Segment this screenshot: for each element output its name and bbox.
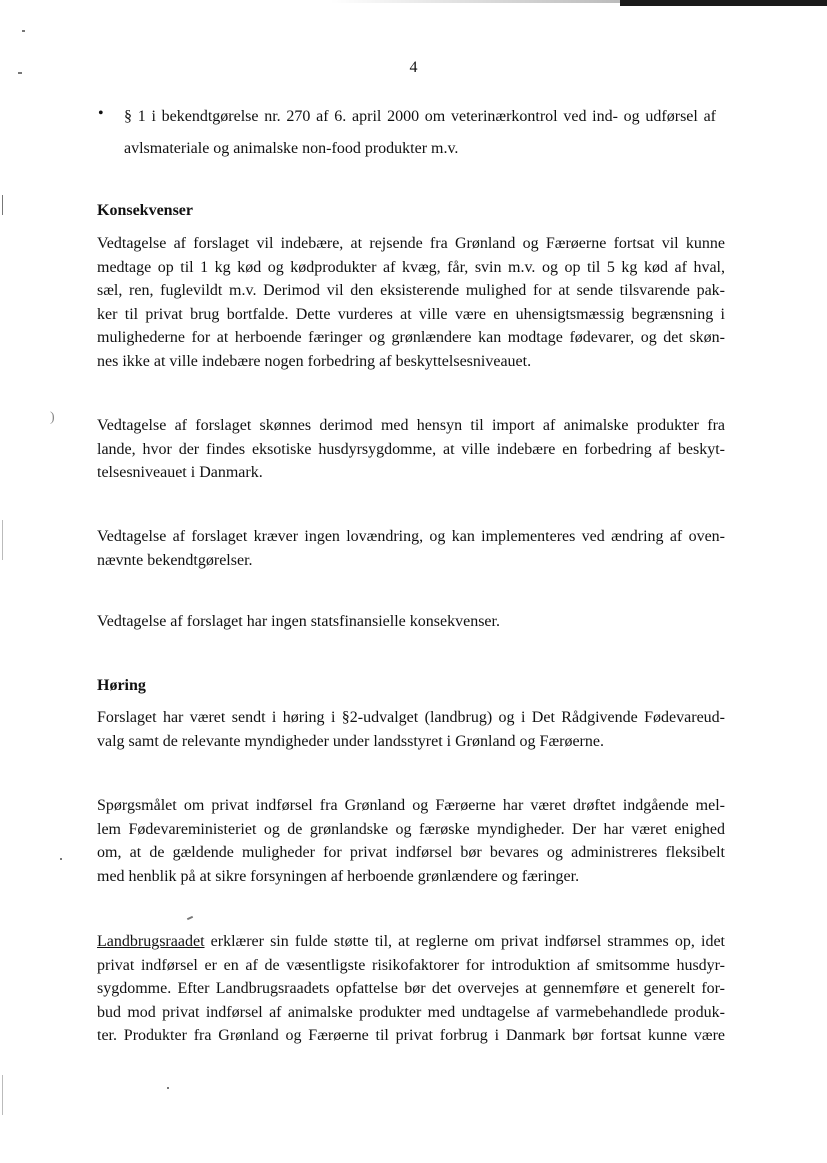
paragraph-line: valg samt de relevante myndigheder under landsstyret i Grønland og Færøerne. bbox=[97, 732, 604, 750]
heading-horing: Høring bbox=[97, 677, 146, 694]
paragraph-horing-3 bbox=[97, 930, 725, 1048]
scan-margin-line bbox=[2, 195, 3, 215]
paragraph-line: nævnte bekendtgørelser. bbox=[97, 551, 253, 569]
paragraph-line: lem Fødevareministeriet og de grønlandske og færøske myndigheder. Der har været enighed bbox=[97, 820, 725, 838]
bullet-icon: • bbox=[98, 105, 104, 122]
paragraph-line: sæl, ren, fuglevildt m.v. Derimod vil den eksisterende mulighed for at sende tilsvarende pak- bbox=[97, 282, 725, 299]
scan-speck bbox=[167, 1087, 169, 1089]
paragraph-line: telsesniveauet i Danmark. bbox=[97, 464, 263, 481]
paragraph-line: lande, hvor der findes eksotiske husdyrsygdomme, at ville indebære en forbedring af beskyt- bbox=[97, 440, 725, 458]
paragraph-line: bud mod privat indførsel af animalske produkter med undtagelse af varmebehandlede produk- bbox=[97, 1003, 725, 1021]
paragraph-horing-2 bbox=[97, 794, 725, 888]
paragraph-line: sygdomme. Efter Landbrugsraadets opfattelse bør det overvejes at gennemføre et generelt for- bbox=[97, 980, 725, 997]
paragraph-line bbox=[97, 930, 725, 954]
scan-speck bbox=[187, 916, 193, 920]
paragraph-konsekvenser-2 bbox=[97, 414, 725, 485]
scan-speck bbox=[60, 858, 62, 860]
paragraph-line: Vedtagelse af forslaget skønnes derimod med hensyn til import af animalske produkter fra bbox=[97, 417, 725, 434]
paragraph-konsekvenser-4 bbox=[97, 610, 725, 634]
paragraph-line: Vedtagelse af forslaget vil indebære, at rejsende fra Grønland og Færøerne fortsat vil kunne bbox=[97, 235, 725, 252]
paragraph-konsekvenser-1 bbox=[97, 232, 725, 373]
scan-edge-artifact bbox=[0, 0, 827, 7]
scan-margin-line bbox=[2, 1075, 3, 1115]
paragraph-line: om, at de gældende muligheder for privat indførsel bør bevares og administreres fleksibelt bbox=[97, 844, 725, 861]
paragraph-line: Vedtagelse af forslaget kræver ingen lovændring, og kan implementeres ved ændring af oven- bbox=[97, 528, 725, 545]
scan-edge-bar bbox=[620, 0, 827, 6]
paragraph-line: ker til privat brug bortfalde. Dette vurderes at ville være en uhensigtsmæssig begrænsning i bbox=[97, 305, 725, 323]
paragraph-line: medtage op til 1 kg kød og kødprodukter af kvæg, får, svin m.v. og op til 5 kg kød af hval, bbox=[97, 258, 725, 276]
paragraph-line: privat indførsel er en af de væsentligste risikofaktorer for introduktion af smitsomme husdyr- bbox=[97, 956, 725, 974]
paragraph-line: med henblik på at sikre forsyningen af herboende grønlændere og færinger. bbox=[97, 867, 580, 885]
paragraph-line: mulighederne for at herboende færinger og grønlændere kan modtage fødevarer, og det skøn- bbox=[97, 329, 725, 346]
bullet-line: § 1 i bekendtgørelse nr. 270 af 6. april 2000 om veterinærkontrol ved ind- og udførsel af bbox=[124, 108, 716, 125]
scan-speck bbox=[22, 30, 25, 32]
underlined-term: Landbrugsraadet bbox=[97, 933, 205, 950]
paragraph-line-rest: erklærer sin fulde støtte til, at reglerne om privat indførsel strammes op, idet bbox=[204, 933, 725, 950]
heading-konsekvenser: Konsekvenser bbox=[97, 202, 193, 219]
scan-margin-line bbox=[2, 520, 3, 560]
scan-bracket-artifact: ) bbox=[50, 410, 55, 425]
page-number: 4 bbox=[409, 59, 418, 76]
paragraph-line: ter. Produkter fra Grønland og Færøerne til privat forbrug i Danmark bør fortsat kunne være bbox=[97, 1027, 725, 1044]
bullet-line: avlsmateriale og animalske non-food produkter m.v. bbox=[124, 140, 459, 157]
paragraph-konsekvenser-3 bbox=[97, 525, 725, 572]
paragraph-horing-1 bbox=[97, 706, 725, 753]
paragraph-line: nes ikke at ville indebære nogen forbedring af beskyttelsesniveauet. bbox=[97, 352, 532, 370]
paragraph-line: Vedtagelse af forslaget har ingen statsfinansielle konsekvenser. bbox=[97, 613, 500, 630]
paragraph-line: Spørgsmålet om privat indførsel fra Grønland og Færøerne har været drøftet indgående mel- bbox=[97, 797, 725, 814]
paragraph-line: Forslaget har været sendt i høring i §2-udvalget (landbrug) og i Det Rådgivende Fødevareud- bbox=[97, 709, 725, 726]
bullet-item bbox=[124, 101, 716, 165]
